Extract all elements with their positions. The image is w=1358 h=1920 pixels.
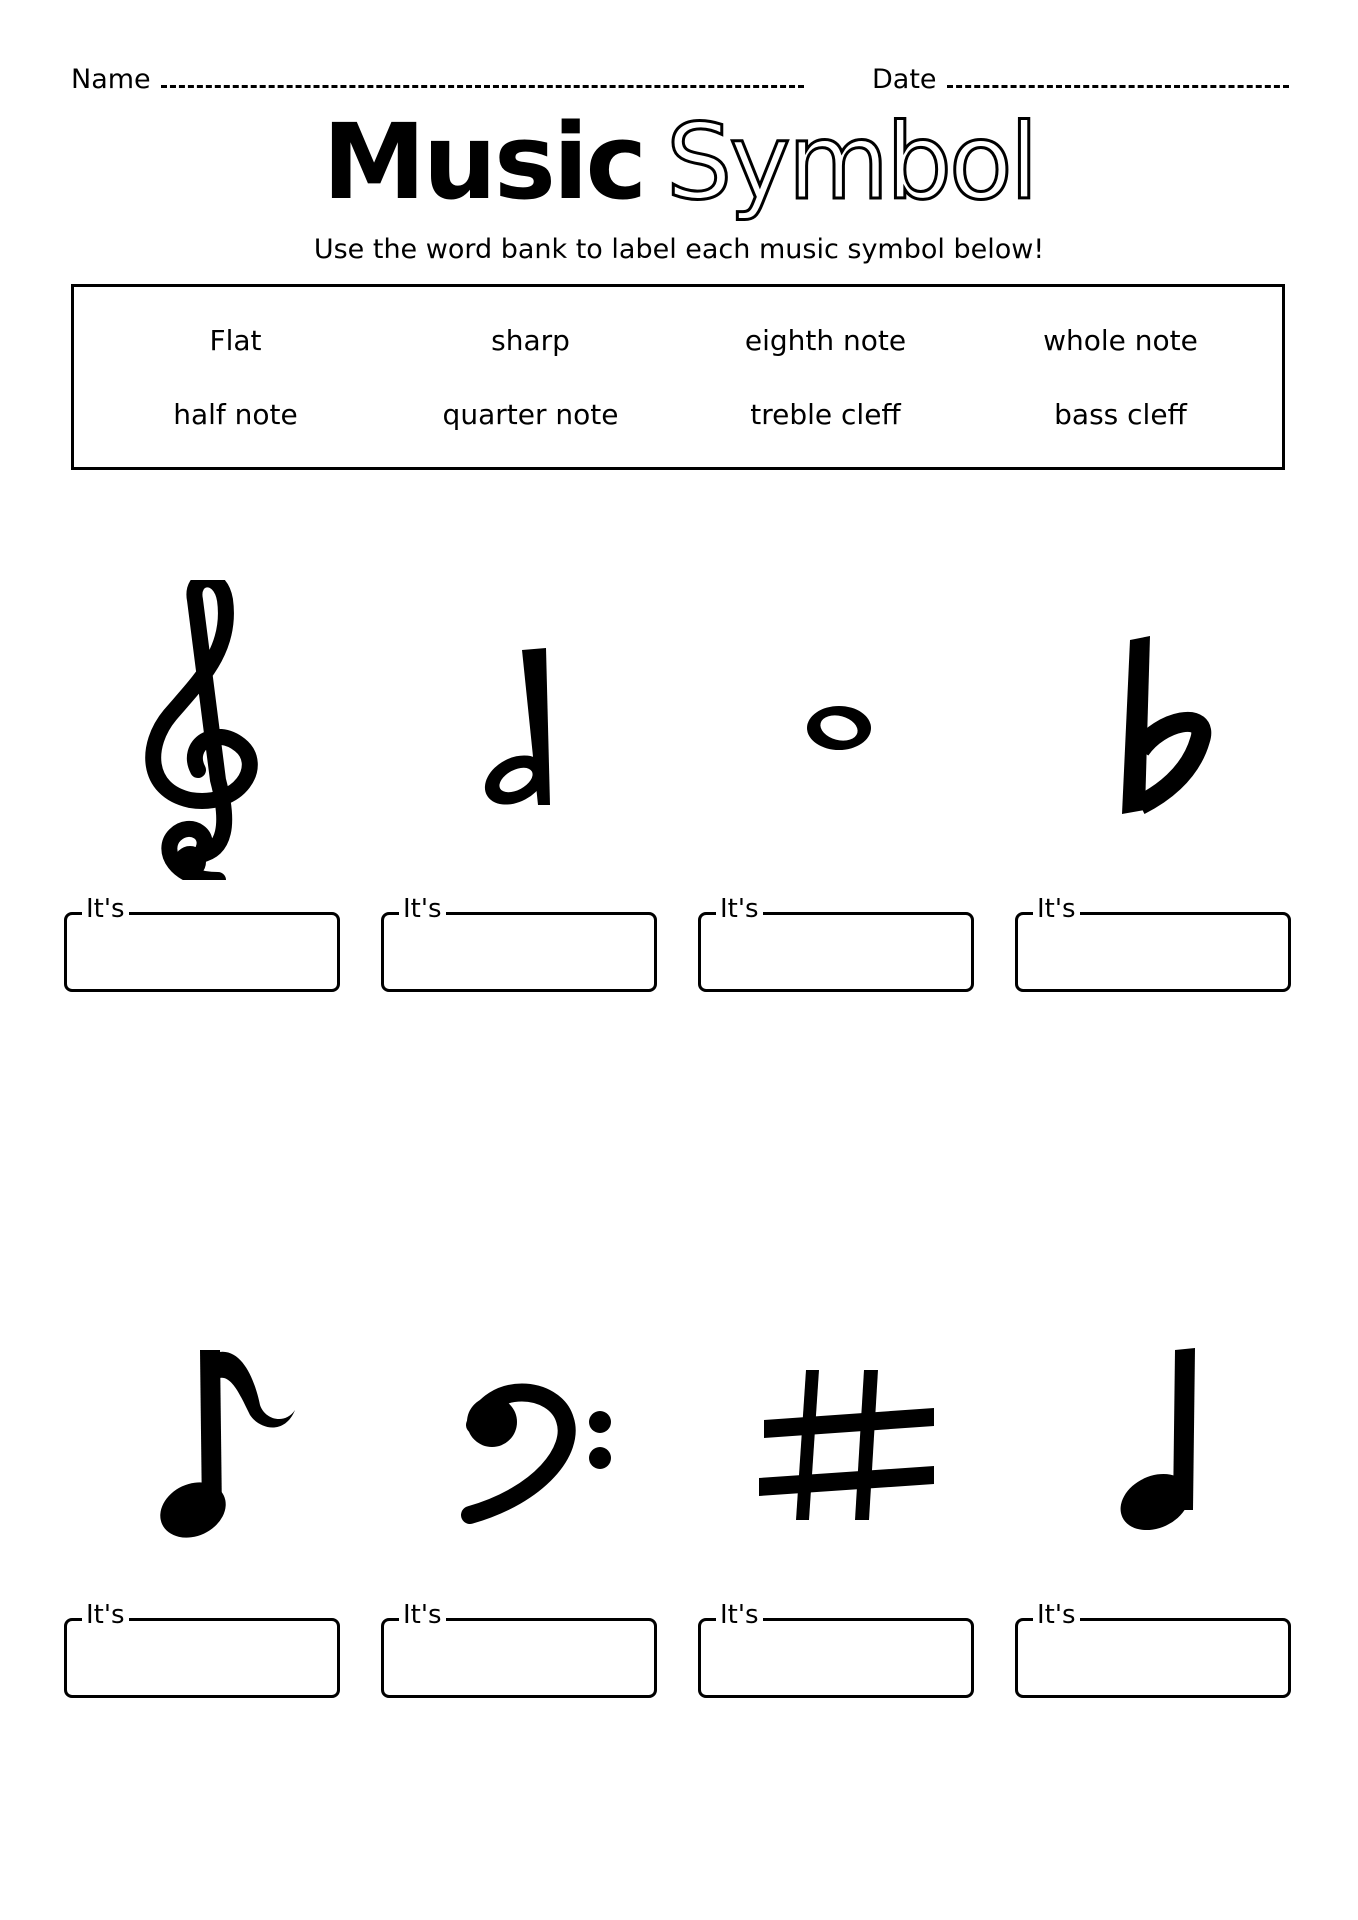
half-note-icon bbox=[410, 580, 640, 880]
answer-prefix: It's bbox=[1033, 894, 1080, 924]
answer-prefix: It's bbox=[716, 894, 763, 924]
name-label: Name bbox=[71, 64, 151, 95]
answer-input[interactable] bbox=[1015, 912, 1291, 992]
treble-clef-icon bbox=[90, 580, 320, 880]
answer-prefix: It's bbox=[82, 894, 129, 924]
answer-box[interactable] bbox=[698, 1600, 974, 1688]
page-title bbox=[0, 101, 1358, 223]
answer-input[interactable] bbox=[698, 912, 974, 992]
date-blank-line[interactable] bbox=[947, 83, 1289, 88]
answer-prefix: It's bbox=[399, 1600, 446, 1630]
name-field[interactable] bbox=[71, 64, 804, 95]
bass-clef-icon bbox=[400, 1310, 630, 1610]
word-bank-item: bass cleff bbox=[1054, 397, 1187, 431]
title-word-music: Music bbox=[322, 101, 645, 223]
instructions: Use the word bank to label each music symbol below! bbox=[313, 234, 1045, 265]
answer-box[interactable] bbox=[381, 894, 657, 982]
word-bank-item: Flat bbox=[209, 323, 262, 357]
answer-input[interactable] bbox=[381, 1618, 657, 1698]
word-bank-item: half note bbox=[173, 397, 298, 431]
answer-box[interactable] bbox=[64, 1600, 340, 1688]
answer-prefix: It's bbox=[716, 1600, 763, 1630]
word-bank-item: quarter note bbox=[442, 397, 619, 431]
word-bank-item: whole note bbox=[1043, 323, 1198, 357]
answer-prefix: It's bbox=[82, 1600, 129, 1630]
word-bank bbox=[71, 284, 1285, 470]
word-bank-item: sharp bbox=[491, 323, 570, 357]
eighth-note-icon bbox=[90, 1310, 320, 1610]
date-label: Date bbox=[872, 64, 937, 95]
answer-input[interactable] bbox=[64, 912, 340, 992]
answer-prefix: It's bbox=[399, 894, 446, 924]
answer-prefix: It's bbox=[1033, 1600, 1080, 1630]
quarter-note-icon bbox=[1040, 1310, 1270, 1610]
answer-input[interactable] bbox=[381, 912, 657, 992]
answer-input[interactable] bbox=[698, 1618, 974, 1698]
answer-input[interactable] bbox=[1015, 1618, 1291, 1698]
name-blank-line[interactable] bbox=[161, 83, 804, 88]
answer-box[interactable] bbox=[381, 1600, 657, 1688]
answer-box[interactable] bbox=[64, 894, 340, 982]
answer-box[interactable] bbox=[698, 894, 974, 982]
flat-icon bbox=[1040, 580, 1270, 880]
date-field[interactable] bbox=[872, 64, 1289, 95]
answer-box[interactable] bbox=[1015, 894, 1291, 982]
title-word-symbol: Symbol bbox=[666, 101, 1036, 223]
sharp-icon bbox=[724, 1310, 954, 1610]
answer-box[interactable] bbox=[1015, 1600, 1291, 1688]
word-bank-item: eighth note bbox=[744, 323, 907, 357]
answer-input[interactable] bbox=[64, 1618, 340, 1698]
whole-note-icon bbox=[724, 580, 954, 880]
word-bank-item: treble cleff bbox=[750, 397, 901, 431]
